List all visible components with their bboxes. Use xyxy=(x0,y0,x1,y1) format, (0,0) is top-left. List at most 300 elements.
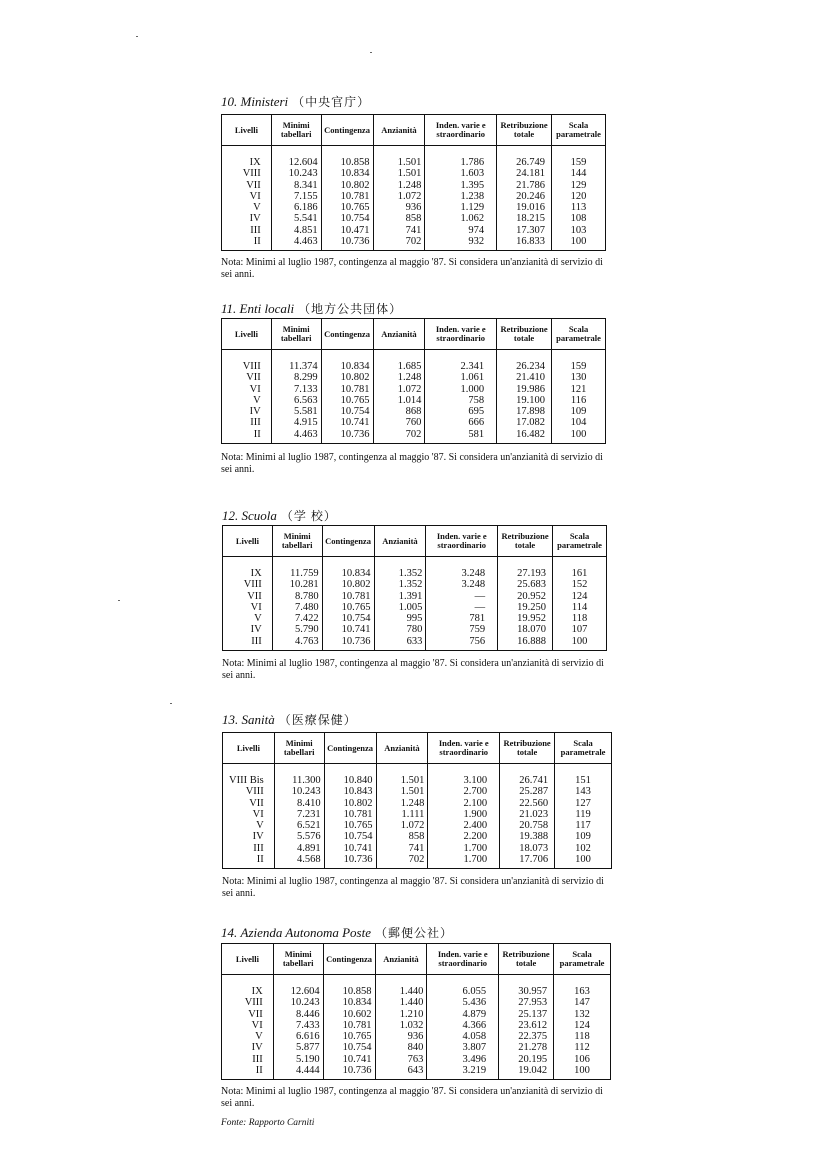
value-cell: 936 xyxy=(373,202,425,213)
value-cell: 10.754 xyxy=(323,1042,375,1053)
value-cell: 1.501 xyxy=(376,764,428,787)
value-cell: 10.471 xyxy=(321,225,373,236)
section-japanese-name: （郵便公社） xyxy=(374,926,453,940)
value-cell: 17.082 xyxy=(497,417,552,428)
value-cell: 1.685 xyxy=(373,350,425,373)
value-cell: 10.765 xyxy=(321,202,373,213)
value-cell: 2.341 xyxy=(425,350,497,373)
header-row xyxy=(222,319,606,350)
section-number: 13. xyxy=(222,712,239,727)
column-header: Contingenza xyxy=(321,319,373,350)
value-cell: 10.834 xyxy=(322,557,374,580)
value-cell: 18.073 xyxy=(500,843,555,854)
column-header: Contingenza xyxy=(324,733,376,764)
section-name: Enti locali xyxy=(239,301,295,316)
value-cell: 4.463 xyxy=(271,429,321,444)
value-cell: 100 xyxy=(554,1065,611,1080)
table-note: Nota: Minimi al luglio 1987, contingenza al maggio '87. Si considera un'anzianità di servizio di sei anni. xyxy=(221,257,603,280)
table-row xyxy=(223,764,612,787)
value-cell: 10.834 xyxy=(321,350,373,373)
value-cell: 7.133 xyxy=(271,384,321,395)
value-cell: 5.581 xyxy=(271,406,321,417)
value-cell: 4.915 xyxy=(271,417,321,428)
value-cell: 10.834 xyxy=(321,168,373,179)
value-cell: 763 xyxy=(375,1054,427,1065)
value-cell: 26.741 xyxy=(500,764,555,787)
value-cell: 10.843 xyxy=(324,786,376,797)
value-cell: 2.400 xyxy=(428,820,500,831)
value-cell: 118 xyxy=(554,1031,611,1042)
value-cell: 6.563 xyxy=(271,395,321,406)
section-japanese-name: （学 校） xyxy=(280,509,337,523)
header-row xyxy=(222,115,606,146)
value-cell: 3.248 xyxy=(426,557,498,580)
level-cell: III xyxy=(223,843,275,854)
section-name: Scuola xyxy=(241,508,277,523)
value-cell: 633 xyxy=(374,636,426,651)
value-cell: 10.802 xyxy=(321,372,373,383)
value-cell: 10.754 xyxy=(321,213,373,224)
value-cell: 10.243 xyxy=(271,168,321,179)
value-cell: 108 xyxy=(552,213,606,224)
table-row xyxy=(222,168,606,179)
value-cell: 19.952 xyxy=(498,613,553,624)
value-cell: 1.210 xyxy=(375,1009,427,1020)
value-cell: 10.741 xyxy=(324,843,376,854)
value-cell: 117 xyxy=(555,820,612,831)
table-row xyxy=(223,636,607,651)
value-cell: 760 xyxy=(373,417,425,428)
value-cell: 10.754 xyxy=(321,406,373,417)
value-cell: 756 xyxy=(426,636,498,651)
value-cell: 10.802 xyxy=(324,798,376,809)
table-row xyxy=(222,202,606,213)
level-cell: VII xyxy=(222,1009,274,1020)
level-cell: VII xyxy=(222,372,272,383)
value-cell: 8.446 xyxy=(273,1009,323,1020)
value-cell: 1.603 xyxy=(425,168,497,179)
table-header xyxy=(223,526,607,557)
value-cell: 127 xyxy=(555,798,612,809)
level-cell: V xyxy=(222,1031,274,1042)
value-cell: 161 xyxy=(553,557,607,580)
level-cell: VII xyxy=(223,798,275,809)
value-cell: 21.023 xyxy=(500,809,555,820)
value-cell: 1.032 xyxy=(375,1020,427,1031)
value-cell: 10.754 xyxy=(324,831,376,842)
value-cell: 1.440 xyxy=(375,975,427,998)
column-header: Contingenza xyxy=(321,115,373,146)
value-cell: 22.560 xyxy=(500,798,555,809)
value-cell: 10.736 xyxy=(321,236,373,251)
value-cell: 102 xyxy=(555,843,612,854)
table-body xyxy=(222,350,606,444)
section-title xyxy=(222,711,357,728)
value-cell: 741 xyxy=(373,225,425,236)
value-cell: 124 xyxy=(553,591,607,602)
value-cell: 4.463 xyxy=(271,236,321,251)
value-cell: 6.521 xyxy=(274,820,324,831)
value-cell: 19.042 xyxy=(499,1065,554,1080)
value-cell: 1.129 xyxy=(425,202,497,213)
table-row xyxy=(222,180,606,191)
value-cell: 10.736 xyxy=(324,854,376,869)
table-body xyxy=(222,975,611,1080)
column-header: Anzianità xyxy=(374,526,426,557)
value-cell: 132 xyxy=(554,1009,611,1020)
value-cell: 19.986 xyxy=(497,384,552,395)
value-cell: 581 xyxy=(425,429,497,444)
level-cell: IX xyxy=(223,557,273,580)
value-cell: 1.248 xyxy=(373,180,425,191)
value-cell: 147 xyxy=(554,997,611,1008)
value-cell: 10.243 xyxy=(274,786,324,797)
column-header: Inden. varie e straordinario xyxy=(425,115,497,146)
level-cell: IV xyxy=(222,213,272,224)
value-cell: 20.246 xyxy=(497,191,552,202)
value-cell: 12.604 xyxy=(271,146,321,169)
column-header: Retribuzione totale xyxy=(500,733,555,764)
value-cell: 1.248 xyxy=(373,372,425,383)
value-cell: 4.763 xyxy=(272,636,322,651)
value-cell: 26.749 xyxy=(497,146,552,169)
salary-table xyxy=(222,525,607,651)
table-row xyxy=(223,613,607,624)
value-cell: 1.501 xyxy=(373,168,425,179)
value-cell: 159 xyxy=(552,146,606,169)
column-header: Retribuzione totale xyxy=(497,319,552,350)
scan-speck xyxy=(170,703,172,704)
value-cell: 3.248 xyxy=(426,579,498,590)
value-cell: 5.790 xyxy=(272,624,322,635)
value-cell: 19.250 xyxy=(498,602,553,613)
value-cell: 702 xyxy=(373,236,425,251)
value-cell: 2.200 xyxy=(428,831,500,842)
value-cell: 10.765 xyxy=(323,1031,375,1042)
value-cell: 1.014 xyxy=(373,395,425,406)
level-cell: IV xyxy=(223,624,273,635)
table-row xyxy=(222,191,606,202)
value-cell: 858 xyxy=(376,831,428,842)
salary-table xyxy=(221,943,611,1080)
value-cell: 936 xyxy=(375,1031,427,1042)
column-header: Scala parametrale xyxy=(554,944,611,975)
value-cell: 6.055 xyxy=(427,975,499,998)
table-row xyxy=(222,1042,611,1053)
value-cell: 152 xyxy=(553,579,607,590)
table-row xyxy=(222,395,606,406)
value-cell: 995 xyxy=(374,613,426,624)
column-header: Anzianità xyxy=(373,115,425,146)
table-row xyxy=(222,997,611,1008)
table-row xyxy=(223,809,612,820)
section-title xyxy=(221,924,453,941)
value-cell: 104 xyxy=(552,417,606,428)
value-cell: 151 xyxy=(555,764,612,787)
value-cell: 10.736 xyxy=(322,636,374,651)
section-name: Sanità xyxy=(241,712,275,727)
value-cell: 19.388 xyxy=(500,831,555,842)
value-cell: 23.612 xyxy=(499,1020,554,1031)
value-cell: 121 xyxy=(552,384,606,395)
value-cell: 11.374 xyxy=(271,350,321,373)
value-cell: 1.111 xyxy=(376,809,428,820)
value-cell: 7.231 xyxy=(274,809,324,820)
section-name: Azienda Autonoma Poste xyxy=(240,925,371,940)
table-row xyxy=(222,146,606,169)
level-cell: II xyxy=(222,429,272,444)
header-row xyxy=(222,944,611,975)
value-cell: 1.072 xyxy=(376,820,428,831)
value-cell: 17.307 xyxy=(497,225,552,236)
value-cell: 10.781 xyxy=(321,384,373,395)
table-row xyxy=(223,843,612,854)
value-cell: 840 xyxy=(375,1042,427,1053)
value-cell: 12.604 xyxy=(273,975,323,998)
level-cell: VII xyxy=(222,180,272,191)
table-header xyxy=(222,319,606,350)
table-row xyxy=(222,1009,611,1020)
value-cell: 974 xyxy=(425,225,497,236)
table-row xyxy=(222,417,606,428)
value-cell: 21.410 xyxy=(497,372,552,383)
value-cell: 159 xyxy=(552,350,606,373)
value-cell: 868 xyxy=(373,406,425,417)
table-row xyxy=(222,1020,611,1031)
level-cell: V xyxy=(223,613,273,624)
value-cell: 643 xyxy=(375,1065,427,1080)
column-header: Minimi tabellari xyxy=(274,733,324,764)
table-row xyxy=(222,350,606,373)
level-cell: V xyxy=(222,202,272,213)
table-note: Nota: Minimi al luglio 1987, contingenza al maggio '87. Si considera un'anzianità di servizio di sei anni. xyxy=(221,1086,603,1109)
level-cell: IX xyxy=(222,975,274,998)
value-cell: 144 xyxy=(552,168,606,179)
column-header: Scala parametrale xyxy=(552,319,606,350)
salary-table xyxy=(221,114,606,251)
value-cell: 4.444 xyxy=(273,1065,323,1080)
level-cell: IV xyxy=(222,406,272,417)
value-cell: 759 xyxy=(426,624,498,635)
level-cell: V xyxy=(223,820,275,831)
value-cell: 1.352 xyxy=(374,579,426,590)
value-cell: 10.602 xyxy=(323,1009,375,1020)
value-cell: 7.433 xyxy=(273,1020,323,1031)
value-cell: 780 xyxy=(374,624,426,635)
value-cell: 5.436 xyxy=(427,997,499,1008)
section-title xyxy=(221,300,402,317)
table-row xyxy=(223,854,612,869)
section-number: 11. xyxy=(221,301,237,316)
value-cell: 10.802 xyxy=(322,579,374,590)
value-cell: 11.759 xyxy=(272,557,322,580)
column-header: Livelli xyxy=(222,319,272,350)
value-cell: 2.100 xyxy=(428,798,500,809)
level-cell: II xyxy=(222,1065,274,1080)
level-cell: VI xyxy=(222,191,272,202)
salary-table xyxy=(221,318,606,444)
value-cell: 11.300 xyxy=(274,764,324,787)
value-cell: 16.482 xyxy=(497,429,552,444)
level-cell: VIII xyxy=(222,168,272,179)
value-cell: 17.706 xyxy=(500,854,555,869)
section-title xyxy=(222,507,337,524)
level-cell: V xyxy=(222,395,272,406)
table-note: Nota: Minimi al luglio 1987, contingenza al maggio '87. Si considera un'anzianità di servizio di sei anni. xyxy=(222,876,604,899)
value-cell: 10.741 xyxy=(322,624,374,635)
table-note: Nota: Minimi al luglio 1987, contingenza al maggio '87. Si considera un'anzianità di servizio di sei anni. xyxy=(222,658,604,681)
table-row xyxy=(222,1031,611,1042)
value-cell: 4.891 xyxy=(274,843,324,854)
table-row xyxy=(222,429,606,444)
value-cell: 1.700 xyxy=(428,843,500,854)
column-header: Retribuzione totale xyxy=(499,944,554,975)
value-cell: 10.781 xyxy=(321,191,373,202)
value-cell: 25.683 xyxy=(498,579,553,590)
column-header: Inden. varie e straordinario xyxy=(428,733,500,764)
level-cell: III xyxy=(222,417,272,428)
table-row xyxy=(222,1054,611,1065)
header-row xyxy=(223,526,607,557)
value-cell: 120 xyxy=(552,191,606,202)
scan-speck xyxy=(370,52,372,53)
value-cell: 100 xyxy=(553,636,607,651)
value-cell: 118 xyxy=(553,613,607,624)
section-number: 12. xyxy=(222,508,239,523)
value-cell: 27.193 xyxy=(498,557,553,580)
level-cell: VI xyxy=(222,384,272,395)
column-header: Inden. varie e straordinario xyxy=(427,944,499,975)
table-row xyxy=(222,384,606,395)
column-header: Scala parametrale xyxy=(552,115,606,146)
value-cell: 18.070 xyxy=(498,624,553,635)
column-header: Inden. varie e straordinario xyxy=(425,319,497,350)
level-cell: III xyxy=(222,1054,274,1065)
column-header: Livelli xyxy=(222,115,272,146)
value-cell: 8.341 xyxy=(271,180,321,191)
section-japanese-name: （地方公共団体） xyxy=(298,302,403,316)
column-header: Minimi tabellari xyxy=(272,526,322,557)
value-cell: 10.243 xyxy=(273,997,323,1008)
table-row xyxy=(223,591,607,602)
value-cell: 119 xyxy=(555,809,612,820)
value-cell: 100 xyxy=(552,236,606,251)
value-cell: 1.072 xyxy=(373,191,425,202)
value-cell: 112 xyxy=(554,1042,611,1053)
value-cell: 3.807 xyxy=(427,1042,499,1053)
value-cell: 6.616 xyxy=(273,1031,323,1042)
value-cell: 10.765 xyxy=(324,820,376,831)
value-cell: 20.195 xyxy=(499,1054,554,1065)
value-cell: 1.395 xyxy=(425,180,497,191)
value-cell: 103 xyxy=(552,225,606,236)
level-cell: VI xyxy=(222,1020,274,1031)
value-cell: 1.000 xyxy=(425,384,497,395)
value-cell: 6.186 xyxy=(271,202,321,213)
salary-table xyxy=(222,732,612,869)
level-cell: VI xyxy=(223,602,273,613)
value-cell: 10.765 xyxy=(322,602,374,613)
table-body xyxy=(223,557,607,651)
value-cell: 7.480 xyxy=(272,602,322,613)
value-cell: 1.440 xyxy=(375,997,427,1008)
value-cell: 702 xyxy=(376,854,428,869)
value-cell: 3.496 xyxy=(427,1054,499,1065)
level-cell: VIII Bis xyxy=(223,764,275,787)
level-cell: VIII xyxy=(223,579,273,590)
value-cell: 26.234 xyxy=(497,350,552,373)
value-cell: 1.391 xyxy=(374,591,426,602)
value-cell: 25.287 xyxy=(500,786,555,797)
section-name: Ministeri xyxy=(240,94,289,109)
value-cell: 1.248 xyxy=(376,798,428,809)
value-cell: 1.501 xyxy=(373,146,425,169)
value-cell: 1.005 xyxy=(374,602,426,613)
source-note: Fonte: Rapporto Carniti xyxy=(221,1118,315,1128)
column-header: Anzianità xyxy=(376,733,428,764)
value-cell: 1.501 xyxy=(376,786,428,797)
value-cell: — xyxy=(426,591,498,602)
table-body xyxy=(222,146,606,251)
table-row xyxy=(222,225,606,236)
value-cell: 114 xyxy=(553,602,607,613)
value-cell: 4.366 xyxy=(427,1020,499,1031)
value-cell: 8.780 xyxy=(272,591,322,602)
table-note: Nota: Minimi al luglio 1987, contingenza al maggio '87. Si considera un'anzianità di servizio di sei anni. xyxy=(221,452,603,475)
value-cell: 7.155 xyxy=(271,191,321,202)
value-cell: 4.568 xyxy=(274,854,324,869)
column-header: Livelli xyxy=(222,944,274,975)
value-cell: 1.786 xyxy=(425,146,497,169)
value-cell: 10.840 xyxy=(324,764,376,787)
section-japanese-name: （中央官庁） xyxy=(292,95,371,109)
value-cell: 932 xyxy=(425,236,497,251)
column-header: Contingenza xyxy=(323,944,375,975)
level-cell: II xyxy=(222,236,272,251)
value-cell: 781 xyxy=(426,613,498,624)
table-row xyxy=(222,1065,611,1080)
value-cell: 3.219 xyxy=(427,1065,499,1080)
value-cell: 5.877 xyxy=(273,1042,323,1053)
table-row xyxy=(222,236,606,251)
value-cell: 10.765 xyxy=(321,395,373,406)
section-title xyxy=(221,93,370,110)
value-cell: 129 xyxy=(552,180,606,191)
table-row xyxy=(223,557,607,580)
value-cell: 30.957 xyxy=(499,975,554,998)
level-cell: VIII xyxy=(222,350,272,373)
value-cell: 8.410 xyxy=(274,798,324,809)
value-cell: 21.786 xyxy=(497,180,552,191)
column-header: Contingenza xyxy=(322,526,374,557)
table-row xyxy=(223,786,612,797)
column-header: Livelli xyxy=(223,526,273,557)
value-cell: 7.422 xyxy=(272,613,322,624)
table-header xyxy=(222,115,606,146)
value-cell: 741 xyxy=(376,843,428,854)
section-number: 10. xyxy=(221,94,238,109)
level-cell: VI xyxy=(223,809,275,820)
value-cell: 10.781 xyxy=(323,1020,375,1031)
level-cell: VIII xyxy=(222,997,274,1008)
value-cell: 10.781 xyxy=(324,809,376,820)
header-row xyxy=(223,733,612,764)
section-number: 14. xyxy=(221,925,238,940)
value-cell: 758 xyxy=(425,395,497,406)
column-header: Minimi tabellari xyxy=(273,944,323,975)
table-row xyxy=(223,820,612,831)
value-cell: 100 xyxy=(555,854,612,869)
